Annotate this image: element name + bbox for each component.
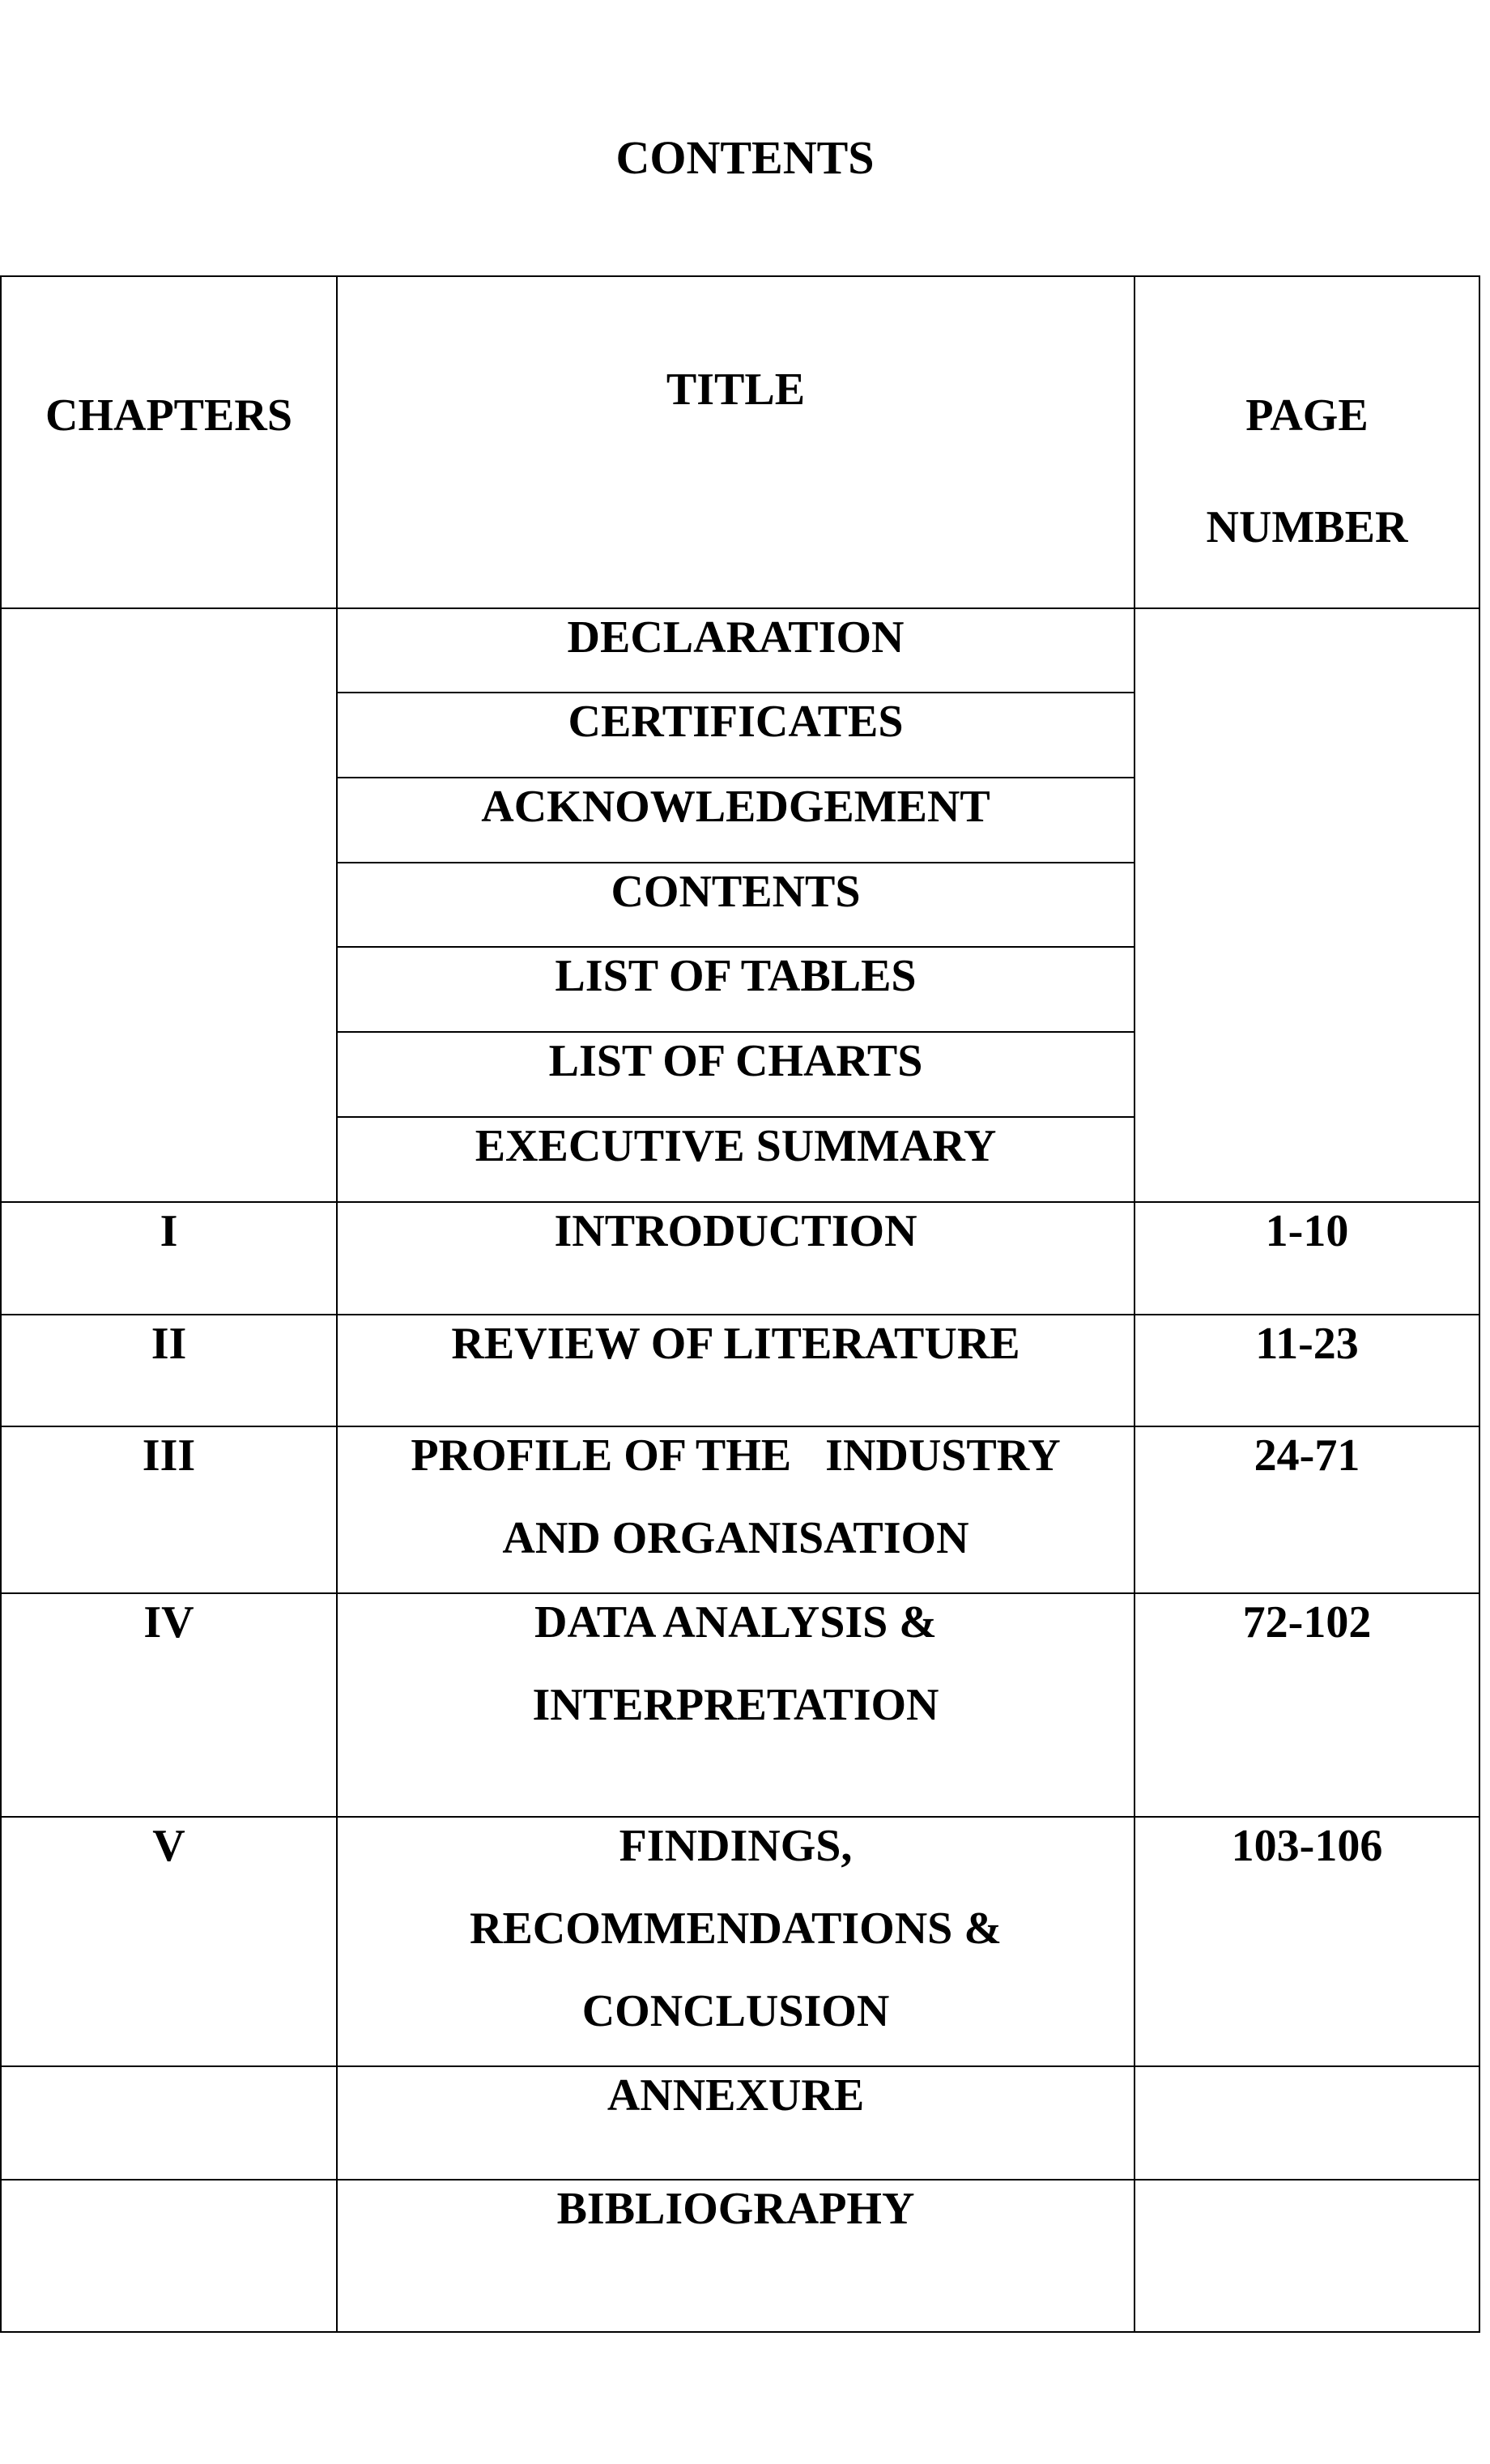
chapter-title-line: REVIEW OF LITERATURE	[451, 1319, 1020, 1369]
chapter-title-line: INTERPRETATION	[532, 1680, 939, 1730]
header-page-line1: PAGE	[1245, 390, 1369, 441]
chapter-number: II	[151, 1319, 187, 1369]
chapter-number: V	[152, 1821, 185, 1871]
chapter-title-line: CONCLUSION	[581, 1986, 890, 2036]
header-page-line2: NUMBER	[1206, 502, 1408, 552]
page-title: CONTENTS	[615, 131, 875, 184]
front-matter-item: DECLARATION	[567, 612, 905, 663]
chapter-title-line: INTRODUCTION	[554, 1206, 917, 1256]
chapter-title-line: RECOMMENDATIONS &	[470, 1903, 1002, 1954]
column-divider	[1134, 277, 1135, 2331]
contents-table	[0, 275, 1480, 2333]
front-matter-item: LIST OF CHARTS	[548, 1036, 923, 1086]
front-matter-item: CERTIFICATES	[568, 697, 904, 747]
front-matter-item: EXECUTIVE SUMMARY	[475, 1121, 997, 1171]
chapter-pages: 1-10	[1265, 1206, 1349, 1256]
chapter-title-line: PROFILE OF THE INDUSTRY	[411, 1430, 1061, 1481]
header-title: TITLE	[666, 364, 806, 415]
front-matter-item: CONTENTS	[611, 867, 861, 917]
chapter-number: I	[160, 1206, 178, 1256]
chapter-title-line: FINDINGS,	[619, 1821, 853, 1871]
chapter-title-line: AND ORGANISATION	[502, 1513, 969, 1563]
chapter-pages: 72-102	[1242, 1597, 1372, 1648]
back-matter-item: BIBLIOGRAPHY	[556, 2184, 915, 2234]
front-matter-item: LIST OF TABLES	[555, 951, 917, 1001]
chapter-number: III	[142, 1430, 196, 1481]
chapter-number: IV	[143, 1597, 194, 1648]
back-matter-item: ANNEXURE	[607, 2070, 865, 2121]
chapter-title-line: DATA ANALYSIS &	[534, 1597, 937, 1648]
chapter-pages: 11-23	[1255, 1319, 1359, 1369]
front-matter-item: ACKNOWLEDGEMENT	[481, 782, 990, 832]
header-chapters: CHAPTERS	[45, 390, 292, 441]
chapter-pages: 103-106	[1231, 1821, 1383, 1871]
chapter-pages: 24-71	[1254, 1430, 1360, 1481]
